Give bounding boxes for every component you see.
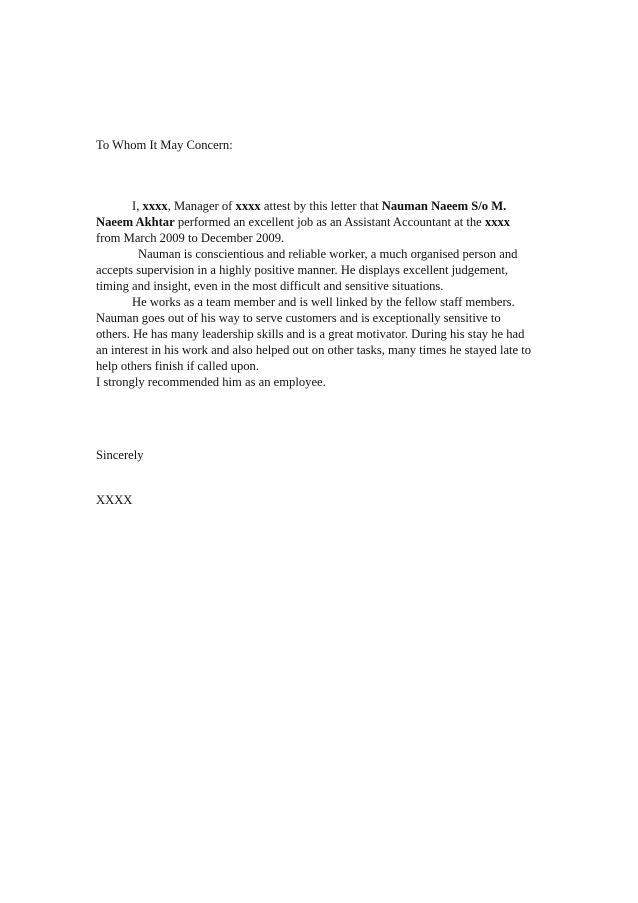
- paragraph-3-line-1: He works as a team member and is well linked by the fellow staff members.: [132, 295, 515, 309]
- paragraph-3-line-5: help others finish if called upon.: [96, 359, 259, 373]
- employee-name: Nauman Naeem S/o M.: [381, 199, 507, 213]
- paragraph-3-line-3: others. He has many leadership skills and is a great motivator. During his stay he had: [96, 327, 525, 341]
- paragraph-1-line-3: from March 2009 to December 2009.: [96, 231, 285, 245]
- signature: XXXX: [96, 493, 133, 507]
- placeholder-company: xxxx: [484, 215, 511, 229]
- placeholder-company: xxxx: [235, 199, 261, 213]
- text-segment: I,: [132, 199, 143, 213]
- salutation: To Whom It May Concern:: [96, 138, 233, 152]
- text-segment: attest by this letter that: [260, 199, 382, 213]
- paragraph-2-line-3: timing and insight, even in the most difficult and sensitive situations.: [96, 279, 444, 293]
- text-segment: , Manager of: [167, 199, 236, 213]
- employee-father-name: Naeem Akhtar: [96, 215, 175, 229]
- placeholder-name: xxxx: [142, 199, 168, 213]
- paragraph-2-line-1: Nauman is conscientious and reliable worker, a much organised person and: [138, 247, 518, 261]
- paragraph-3-line-4: an interest in his work and also helped out on other tasks, many times he stayed late to: [96, 343, 532, 357]
- recommendation: I strongly recommended him as an employee.: [96, 375, 326, 389]
- closing: Sincerely: [96, 448, 144, 462]
- paragraph-2-line-2: accepts supervision in a highly positive manner. He displays excellent judgement,: [96, 263, 508, 277]
- text-segment: performed an excellent job as an Assistant Accountant at the: [174, 215, 485, 229]
- paragraph-1-line-2: [96, 214, 510, 230]
- paragraph-3-line-2: Nauman goes out of his way to serve customers and is exceptionally sensitive to: [96, 311, 501, 325]
- paragraph-1-line-1: [132, 198, 506, 214]
